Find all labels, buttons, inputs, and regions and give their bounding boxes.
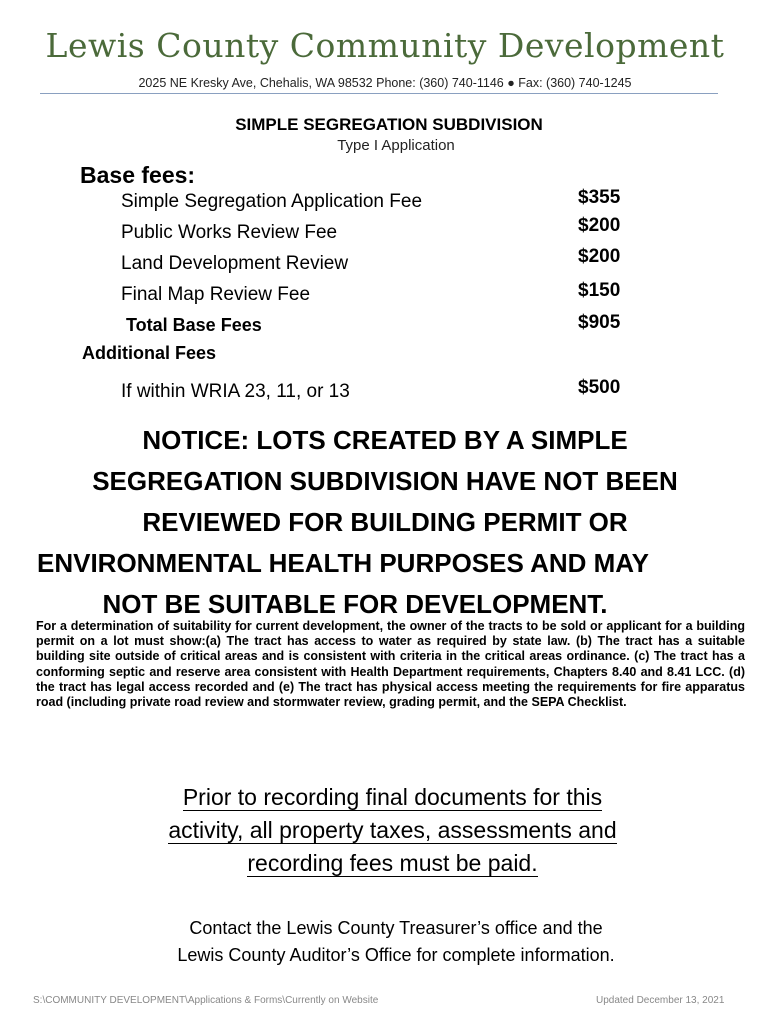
document-subtitle: Type I Application (337, 137, 455, 154)
notice-line: REVIEWED FOR BUILDING PERMIT OR (142, 507, 628, 537)
development-notice (20, 420, 750, 625)
header-divider (40, 93, 718, 94)
additional-fees-heading: Additional Fees (82, 343, 217, 363)
fee-amount-application: $355 (578, 187, 621, 208)
fee-label-public-works: Public Works Review Fee (121, 222, 338, 243)
agency-address: 2025 NE Kresky Ave, Chehalis, WA 98532 Phone: (360) 740-1146 ● Fax: (360) 740-1245 (138, 76, 632, 90)
contact-info (0, 915, 770, 969)
base-fees-heading: Base fees: (80, 162, 196, 188)
contact-line: Lewis County Auditor’s Office for complete information. (177, 945, 615, 965)
fee-amount-public-works: $200 (578, 215, 621, 236)
fee-amount-final-map: $150 (578, 280, 621, 301)
footer-file-path: S:\COMMUNITY DEVELOPMENT\Applications & Forms\Currently on Website (33, 995, 379, 1006)
agency-title: Lewis County Community Development (45, 26, 725, 65)
notice-line: NOT BE SUITABLE FOR DEVELOPMENT. (102, 589, 608, 619)
recording-fees-notice (0, 782, 770, 881)
notice-line: SEGREGATION SUBDIVISION HAVE NOT BEEN (92, 466, 678, 496)
fee-label-final-map: Final Map Review Fee (121, 284, 311, 305)
total-base-fees-amount: $905 (578, 312, 621, 333)
total-base-fees-label: Total Base Fees (126, 315, 262, 335)
prior-line: activity, all property taxes, assessments and (168, 817, 617, 843)
fee-label-wria: If within WRIA 23, 11, or 13 (121, 381, 350, 402)
contact-line: Contact the Lewis County Treasurer’s office and the (189, 918, 603, 938)
fee-label-land-development: Land Development Review (121, 253, 349, 274)
fee-amount-wria: $500 (578, 377, 621, 398)
notice-line: ENVIRONMENTAL HEALTH PURPOSES AND MAY (37, 548, 650, 578)
notice-line: NOTICE: LOTS CREATED BY A SIMPLE (142, 425, 628, 455)
fee-label-application: Simple Segregation Application Fee (121, 191, 423, 212)
suitability-requirements: For a determination of suitability for current development, the owner of the tracts to be sold or applicant for a building permit on a lot must show:(a) The tract has access to water as required by state law. (b) The tract has a suitable building site outside of critical areas and is consistent with criteria in the critical areas ordinance. (c) The tract has a conforming septic and reserve area consistent with Health Department requirements, Chapters 8.40 and 8.41 LCC. (d) the tract has legal access recorded and (e) The tract has physical access meeting the requirements for fire apparatus road (including private road review and stormwater review, grading permit, and the SEPA Checklist. (36, 619, 745, 710)
prior-line: recording fees must be paid. (247, 850, 538, 876)
prior-line: Prior to recording final documents for this (182, 784, 603, 810)
footer-updated-date: Updated December 13, 2021 (596, 995, 725, 1006)
fee-amount-land-development: $200 (578, 246, 621, 267)
document-title: SIMPLE SEGREGATION SUBDIVISION (235, 115, 543, 134)
